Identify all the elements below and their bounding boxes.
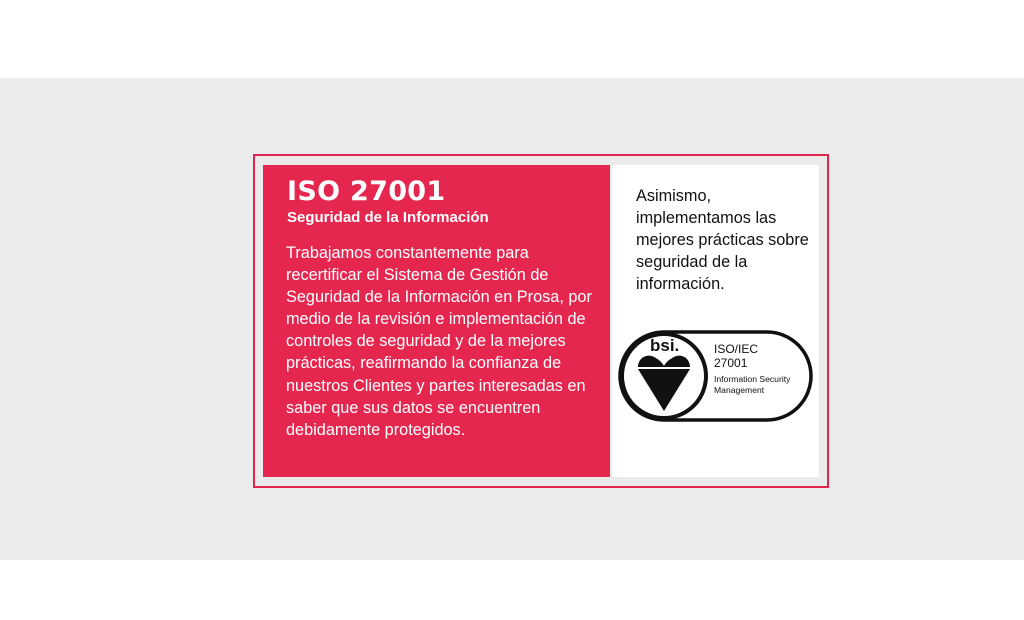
iso-info-panel: [263, 165, 610, 477]
badge-line1-text: Information Security: [714, 374, 791, 384]
iso-description: Trabajamos constantemente para recertificar el Sistema de Gestión de Seguridad de la Información en Prosa, por medio de la revisión e implementación de controles de seguridad y de la mejores prácticas, reafirmando la confianza de nuestros Clientes y partes interesadas en saber que sus datos se encuentren debidamente protegidos.: [286, 244, 592, 439]
bsi-brand-text: bsi.: [650, 336, 680, 355]
badge-line2-text: Management: [714, 385, 765, 395]
iso-card: [253, 154, 829, 488]
bsi-certification-badge: [616, 329, 814, 423]
iso-title: ISO 27001: [287, 176, 446, 207]
badge-number-text: 27001: [714, 356, 748, 370]
badge-standard-text: ISO/IEC: [714, 342, 759, 356]
best-practices-panel: [612, 165, 819, 477]
best-practices-text: Asimismo, implementamos las mejores prácticas sobre seguridad de la información.: [636, 187, 809, 293]
iso-subtitle: Seguridad de la Información: [287, 209, 489, 226]
